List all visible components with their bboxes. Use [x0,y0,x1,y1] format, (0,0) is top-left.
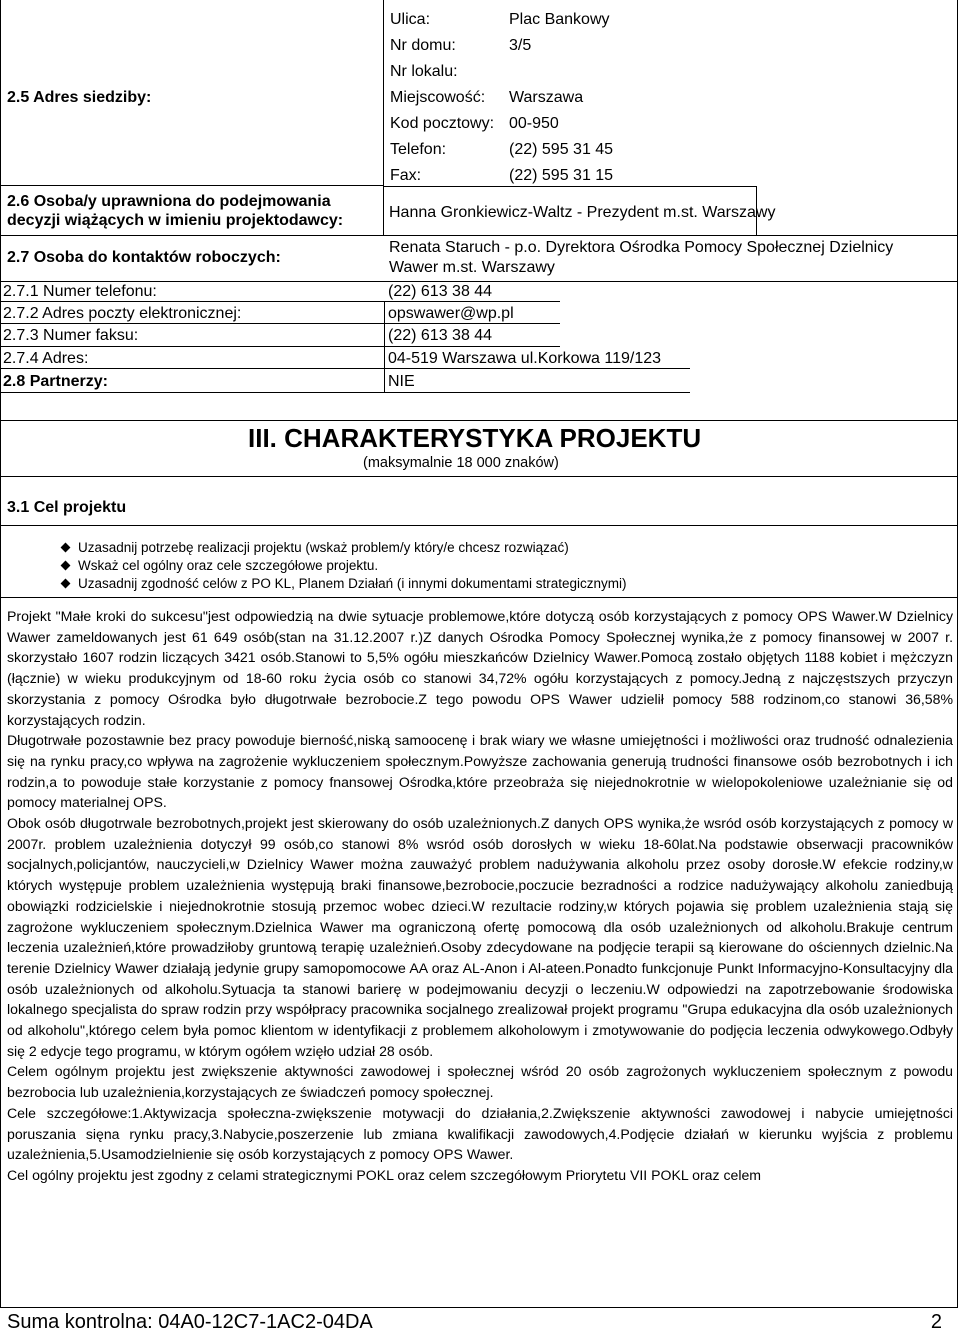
address-column-divider [383,0,384,235]
house-no-label: Nr domu: [390,37,456,54]
contact-address-value: 04-519 Warszawa ul.Korkowa 119/123 [388,350,662,367]
rule [0,301,560,302]
rule [384,301,385,392]
project-description [7,606,953,1186]
rule [0,368,690,369]
paragraph: Cel ogólny projektu jest zgodny z celami strategicznymi POKL oraz celem szczegółowym Priorytetu VII POKL oraz celem [7,1166,762,1183]
contact-phone-label: 2.7.1 Numer telefonu: [3,283,157,300]
contact-label: 2.7 Osoba do kontaktów roboczych: [7,249,281,266]
goal-label: 3.1 Cel projektu [7,499,127,516]
contact-value-line2: Wawer m.st. Warszawy [389,259,555,276]
postal-code-value: 00-950 [509,115,559,132]
contact-email-label: 2.7.2 Adres poczty elektronicznej: [3,305,242,322]
rule [0,323,560,324]
contact-email-value[interactable]: opswawer@wp.pl [388,305,514,322]
flat-no-label: Nr lokalu: [390,63,458,80]
paragraph: Długotrwałe pozostawnie bez pracy powoduje bierność,niską samoocenę i brak wiary we własne umiejętności i możliwości oraz trudność odnalezienia się na rynku pracy,co wpływa na zagrożenie wykluczeniem społecznym.Powyższe zachowania generują trudności finansowe osób bezrobotnych i ich rodzin,a to powoduje stałe korzystanie z pomocy fnansowej Ośrodka,które przeobraża się niejednokrotnie w wielopokoleniowe uzależnianie się od pomocy materialnej OPS. [7,732,953,811]
city-label: Miejscowość: [390,89,486,106]
street-label: Ulica: [390,11,431,28]
rule [0,346,560,347]
page-number: 2 [930,1311,942,1333]
checksum: Suma kontrolna: 04A0-12C7-1AC2-04DA [7,1311,373,1333]
city-value: Warszawa [509,89,584,106]
postal-code-label: Kod pocztowy: [390,115,495,132]
diamond-bullet-icon [61,561,71,571]
rule [0,1307,957,1308]
instruction-item: Uzasadnij potrzebę realizacji projektu (wskaż problem/y który/e chcesz rozwiązać) [60,539,626,557]
fax-value: (22) 595 31 15 [509,167,614,184]
contact-phone-value: (22) 613 38 44 [388,283,493,300]
contact-value-line1: Renata Staruch - p.o. Dyrektora Ośrodka Pomocy Społecznej Dzielnicy [389,239,894,256]
contact-fax-value: (22) 613 38 44 [388,327,493,344]
instruction-item: Uzasadnij zgodność celów z PO KL, Planem Działań (i innymi dokumentami strategicznymi) [60,575,626,593]
partners-value: NIE [388,373,415,390]
rule [0,420,957,421]
rule [0,185,383,186]
contact-address-label: 2.7.4 Adres: [3,350,89,367]
paragraph: Obok osób długotrwale bezrobotnych,projekt jest skierowany do osób uzależnionych.Z danych OPS wynika,że wsród osób korzystających z pomocy w 2007r. problem uzależnienia dotyczył 99 osób,co stanowi 8% wsród osób dorosłych w wieku 18-60lat.Na podstawie obserwacji pracowników socjalnych,policjantów, nauczycieli,w Dzielnicy Wawer można zauważyć problem nadużywania alkoholu przez osoby dorosłe.W efekcie rodziny,w których występuje problem uzależnienia występują braki finansowe,bezrobocie,poczucie bezradności a rodzice nadużywający alkoholu zaniedbują obowiązki rodzicielskie i niejednokrotnie stosują przemoc wobec dzieci.W rezultacie rodziny,w których pojawia się problem uzależnienia stają się zagrożone wykluczeniem społecznym.Dzielnica Wawer ma ograniczoną ofertę pomocową dla osób uzależnionych od alkoholu.Brakuje centrum leczenia uzależnień,które prowadziłoby gruntową terapię uzależnień.Osoby zdecydowane na podjęcie terapii są kierowane do ościennych dzielnic.Na terenie Dzielnicy Wawer działają jedynie grupy samopomocowe AA oraz AL-Anon i Al-ateen.Ponadto funkcjonuje Punkt Informacyjno-Konsultacyjny dla osób uzależnionych od alkoholu.Sytuacja ta stanowi barierę w podejmowaniu decyzji o leczeniu.W odpowiedzi na zapotrzebowanie środowiska lokalnego specjalista do spraw rodzin przy współpracy pracownika socjalnego zrealizował projekt programu "Grupa edukacyjna dla osób uzależnionych od alkoholu",którego celem była pomoc klientom w identyfikacji z problemem alkoholowym i zmotywowanie do podjęcia leczenia odwykowego.Odbyły się 2 edycje tego programu, w którym ogółem wzięło udział 28 osób. [7,815,953,1059]
instructions-list [60,539,626,593]
rule [0,525,957,526]
authorized-label-line1: 2.6 Osoba/y uprawniona do podejmowania [7,193,331,210]
authorized-value: Hanna Gronkiewicz-Waltz - Prezydent m.st. Warszawy [389,204,776,221]
address-label: 2.5 Adres siedziby: [7,89,152,106]
rule [383,186,757,187]
street-value: Plac Bankowy [509,11,610,28]
rule [0,235,957,236]
diamond-bullet-icon [61,579,71,589]
paragraph: Cele szczegółowe:1.Aktywizacja społeczna-zwiększenie motywacji do działania,2.Zwiększenie aktywności zawodowej i nabycie umiejętności poruszania sięna rynku pracy,3.Nabycie,poszerzenie lub zmiana kwalifikacji zawodowych,4.Podjęcie działań w kierunku wyjścia z problemu uzależnienia,5.Usamodzielnienie się osób korzystających z pomocy OPS Wawer. [7,1104,953,1163]
paragraph: Projekt "Małe kroki do sukcesu"jest odpowiedzią na dwie sytuacje problemowe,które dotyczą osób korzystających z pomocy OPS Wawer.W Dzielnicy Wawer zameldowanych jest 61 649 osób(stan na 31.12.2007 r.)Z danych Ośrodka Pomocy Społecznej wynika,że z pomocy finansowej w 2007 r. skorzystało 1607 rodzin liczących 3421 osób.Stanowi to 5,5% ogółu mieszkańców Dzielnicy Wawer.Pomocą zostało objętych 1188 kobiet i mężczyzn (łącznie) w wieku produkcyjnym od 18-60 roku życia osób co stanowi 34,72% ogółu korzystających z pomocy.Jedną z najczęstszych przyczyn skorzystania z pomocy Ośrodka było długotrwałe bezrobocie.Z tego powodu OPS Wawer udzielił pomocy 588 rodzinom,co stanowi 36,58% korzystających rodzin. [7,608,953,728]
house-no-value: 3/5 [509,37,532,54]
contact-fax-label: 2.7.3 Numer faksu: [3,327,139,344]
phone-value: (22) 595 31 45 [509,141,614,158]
rule [0,392,690,393]
partners-label: 2.8 Partnerzy: [3,373,108,390]
section-title: III. CHARAKTERYSTYKA PROJEKTU [248,423,702,453]
phone-label: Telefon: [390,141,447,158]
left-border [0,0,1,1308]
diamond-bullet-icon [61,543,71,553]
paragraph: Celem ogólnym projektu jest zwiększenie aktywności zawodowej i społecznej wśród 20 osób zagrożonych wykluczeniem społecznym z powodu bezrobocia lub uzależnienia,korzystających ze świadczeń pomocy społecznej. [7,1063,953,1101]
fax-label: Fax: [390,167,422,184]
authorized-label-line2: decyzji wiążących w imieniu projektodawcy: [7,212,344,229]
section-subtitle: (maksymalnie 18 000 znaków) [363,455,559,471]
instruction-item: Wskaż cel ogólny oraz cele szczegółowe projektu. [60,557,626,575]
rule [0,597,957,598]
rule [0,476,957,477]
right-border [957,0,958,1308]
